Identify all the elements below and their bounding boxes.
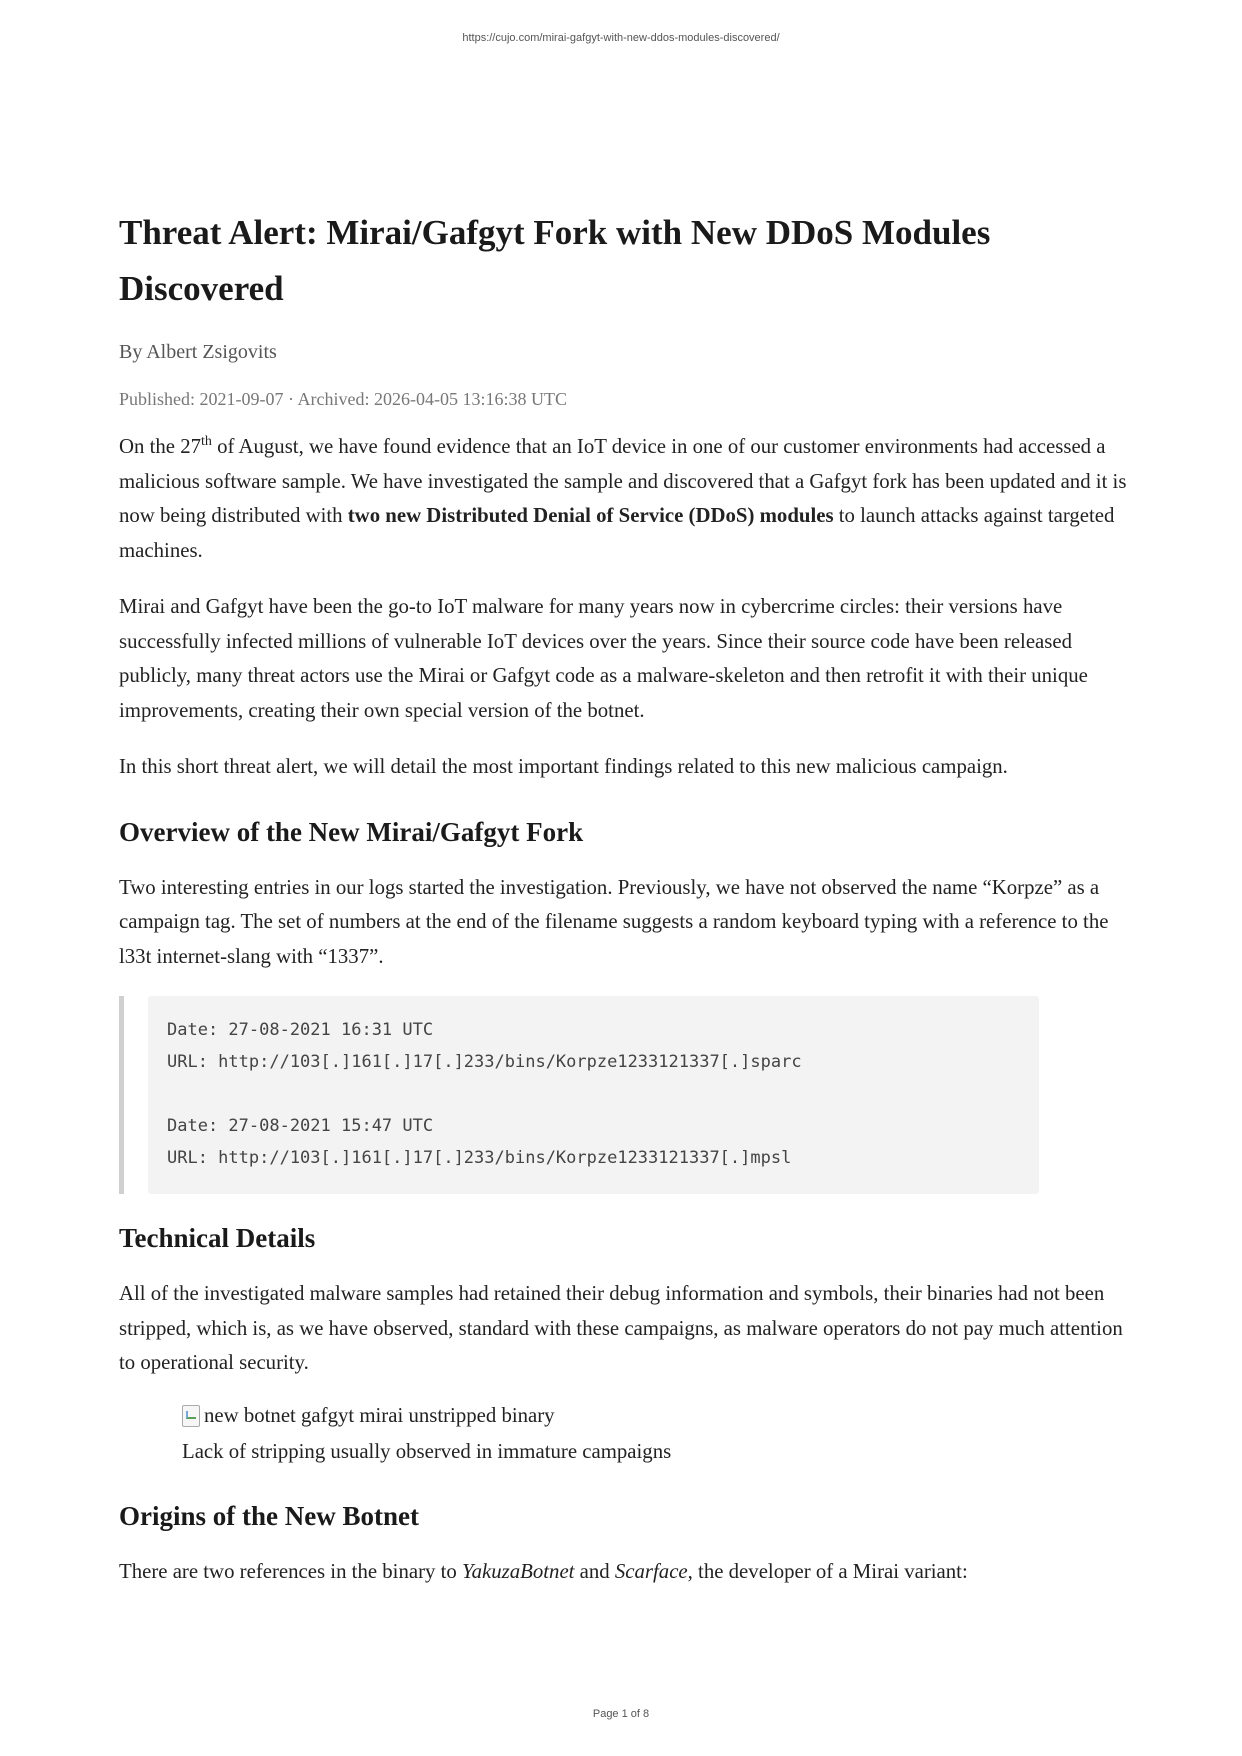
- paragraph-background: Mirai and Gafgyt have been the go-to IoT malware for many years now in cybercrime circles: their versions have successfully infected millions of vulnerable IoT devices over the years. Since their source code have been released publicly, many threat actors use the Mirai or Gafgyt code as a malware-skeleton and then retrofit it with their unique improvements, creating their own special version of the botnet.: [119, 595, 1088, 722]
- italic-text: Scarface: [614, 1559, 688, 1583]
- text-run: to launch attacks against targeted machines.: [119, 504, 1115, 562]
- figure: [182, 1399, 1129, 1469]
- article: [119, 205, 1129, 1589]
- bold-text: two new Distributed Denial of Service (DDoS) modules: [347, 504, 834, 527]
- paragraph-origins: [119, 1555, 1129, 1590]
- image-alt-text: new botnet gafgyt mirai unstripped binary: [204, 1403, 555, 1427]
- code-line: Date: 27-08-2021 16:31 UTC: [167, 1020, 434, 1040]
- text-run: and: [574, 1559, 615, 1583]
- italic-text: YakuzaBotnet: [461, 1559, 575, 1583]
- text-run: On the 27: [119, 435, 202, 458]
- section-heading-overview: Overview of the New Mirai/Gafgyt Fork: [119, 816, 584, 847]
- paragraph-technical: All of the investigated malware samples had retained their debug information and symbols, their binaries had not been stripped, which is, as we have observed, standard with these campaigns, as malware operators do not pay much attention to operational security.: [119, 1282, 1123, 1374]
- paragraph-overview: Two interesting entries in our logs started the investigation. Previously, we have not observed the name “Korpze” as a campaign tag. The set of numbers at the end of the filename suggests a random keyboard typing with a reference to the l33t internet-slang with “1337”.: [119, 875, 1109, 968]
- paragraph-summary: In this short threat alert, we will detail the most important findings related to this new malicious campaign.: [119, 755, 1008, 778]
- article-title: Threat Alert: Mirai/Gafgyt Fork with New DDoS Modules Discovered: [119, 213, 991, 308]
- code-line: URL: http://103[.]161[.]17[.]233/bins/Korpze1233121337[.]mpsl: [167, 1148, 792, 1168]
- broken-image: [182, 1399, 1129, 1433]
- section-heading-origins: Origins of the New Botnet: [119, 1500, 419, 1531]
- ordinal-superscript: th: [201, 434, 212, 450]
- code-blockquote: [119, 996, 1129, 1194]
- code-blank-line: [167, 1078, 1039, 1110]
- log-code-block: [148, 996, 1039, 1194]
- paragraph-intro: [119, 430, 1129, 568]
- figure-caption: Lack of stripping usually observed in immature campaigns: [182, 1439, 672, 1463]
- text-run: of August, we have found evidence that an IoT device in one of our customer environments had accessed a malicious software sample. We have investigated the sample and discovered that a Gafgyt fork has been updated and it is now being distributed with: [119, 435, 1127, 527]
- byline: By Albert Zsigovits: [119, 341, 277, 363]
- text-run: , the developer of a Mirai variant:: [687, 1559, 968, 1583]
- publication-meta: Published: 2021-09-07 · Archived: 2026-04-05 13:16:38 UTC: [119, 389, 567, 409]
- code-line: Date: 27-08-2021 15:47 UTC: [167, 1116, 434, 1136]
- text-run: There are two references in the binary to: [119, 1559, 462, 1583]
- code-line: URL: http://103[.]161[.]17[.]233/bins/Korpze1233121337[.]sparc: [167, 1052, 802, 1072]
- page-number: Page 1 of 8: [592, 1708, 650, 1720]
- broken-image-icon: [182, 1405, 200, 1427]
- section-heading-technical: Technical Details: [119, 1223, 316, 1253]
- source-url: https://cujo.com/mirai-gafgyt-with-new-ddos-modules-discovered/: [462, 32, 780, 44]
